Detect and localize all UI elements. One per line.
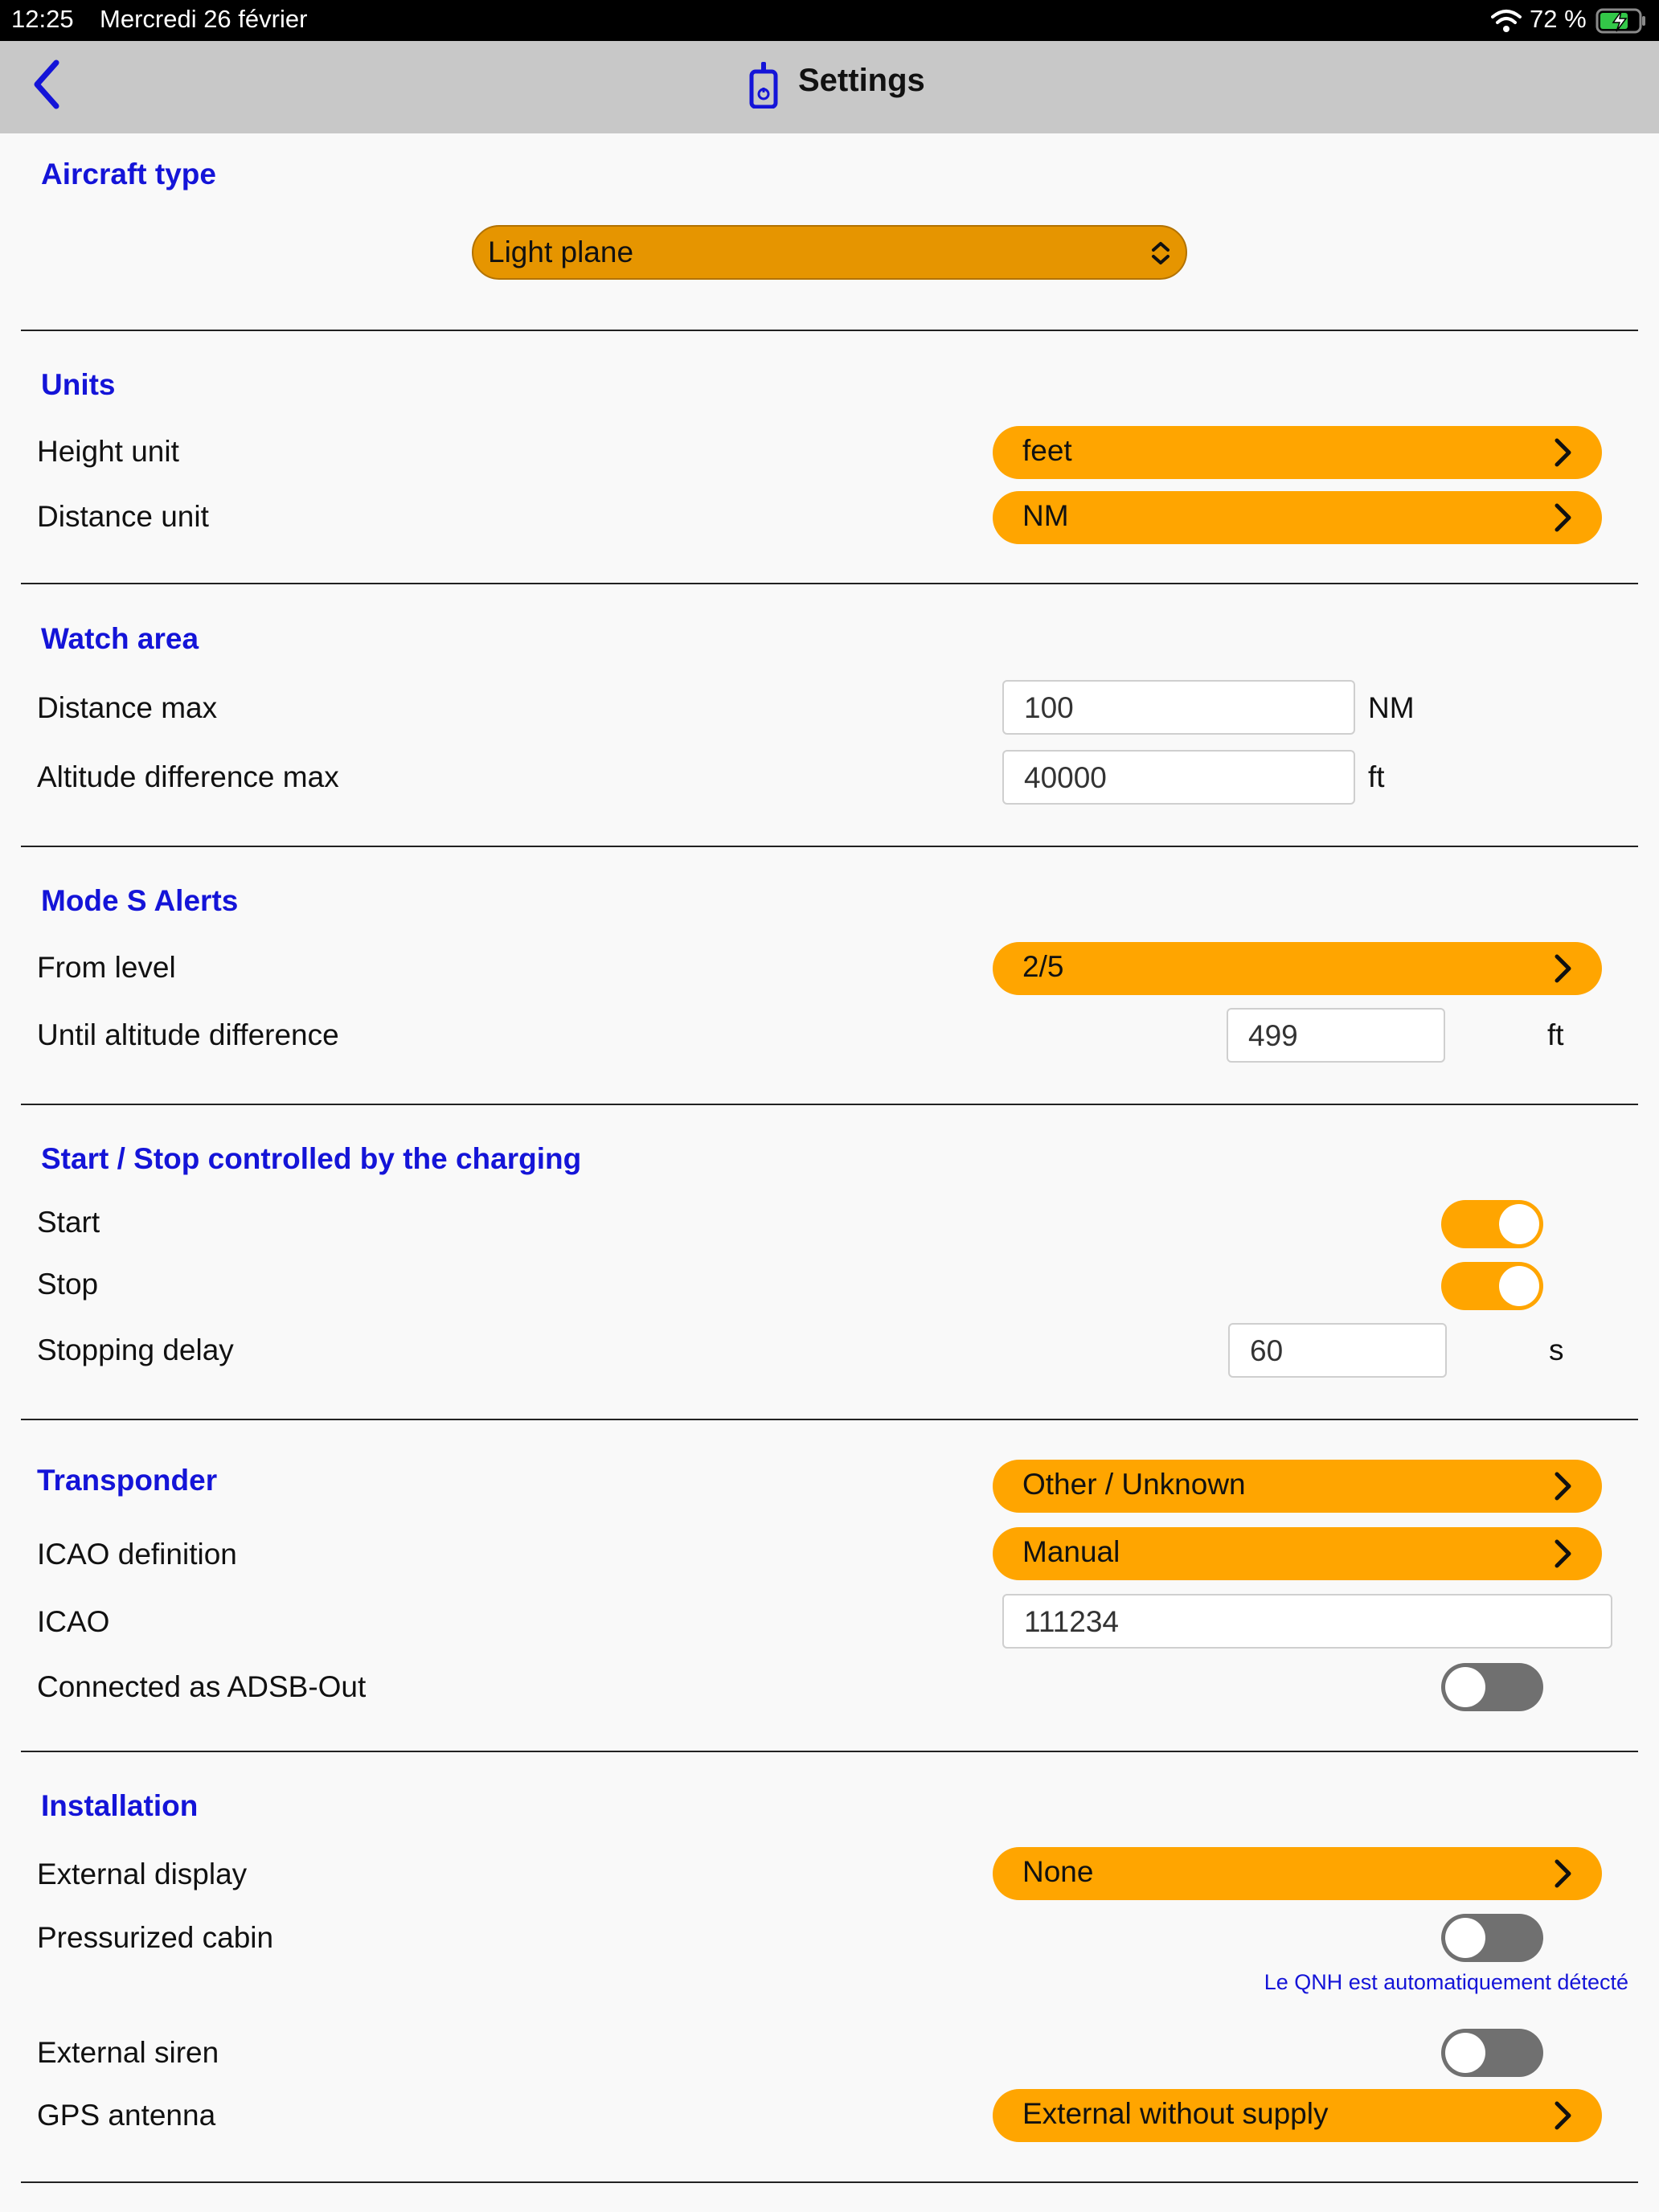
stop-label: Stop (37, 1268, 99, 1301)
section-title-charging: Start / Stop controlled by the charging (41, 1142, 582, 1175)
start-label: Start (37, 1206, 100, 1239)
icao-definition-button[interactable] (993, 1527, 1602, 1580)
divider (21, 330, 1638, 331)
transponder-value: Other / Unknown (1022, 1468, 1246, 1501)
external-display-value: None (1022, 1855, 1094, 1888)
adsb-out-label: Connected as ADSB-Out (37, 1670, 367, 1703)
distance-max-label: Distance max (37, 691, 218, 724)
from-level-value: 2/5 (1022, 950, 1064, 983)
height-unit-value: feet (1022, 434, 1072, 467)
section-title-mode-s-alerts: Mode S Alerts (41, 884, 239, 917)
altitude-difference-max-input[interactable] (1002, 750, 1355, 805)
adsb-out-toggle[interactable] (1441, 1663, 1543, 1711)
height-unit-label: Height unit (37, 435, 179, 468)
until-altitude-difference-label: Until altitude difference (37, 1018, 339, 1051)
battery-charging-icon (1596, 8, 1647, 34)
altitude-difference-max-label: Altitude difference max (37, 760, 339, 793)
distance-unit-label: Distance unit (37, 500, 209, 533)
external-siren-label: External siren (37, 2036, 219, 2069)
chevron-left-icon[interactable] (31, 59, 63, 109)
from-level-button[interactable] (993, 942, 1602, 995)
external-siren-toggle[interactable] (1441, 2029, 1543, 2077)
select-arrows-icon (1149, 240, 1173, 267)
external-display-label: External display (37, 1858, 248, 1890)
section-title-units: Units (41, 368, 116, 401)
divider (21, 583, 1638, 584)
chevron-right-icon (1547, 953, 1578, 984)
gps-antenna-button[interactable] (993, 2089, 1602, 2142)
section-title-installation: Installation (41, 1789, 199, 1822)
distance-max-value: 100 (1024, 691, 1074, 724)
battery-percent: 72 % (1530, 5, 1587, 33)
status-date: Mercredi 26 février (100, 5, 308, 33)
section-title-watch-area: Watch area (41, 622, 199, 655)
stopping-delay-input[interactable] (1228, 1323, 1447, 1378)
stop-toggle[interactable] (1441, 1262, 1543, 1310)
divider (21, 1751, 1638, 1752)
gps-antenna-value: External without supply (1022, 2097, 1329, 2130)
section-title-aircraft-type: Aircraft type (41, 158, 216, 190)
toggle-knob (1499, 1204, 1539, 1244)
altitude-difference-max-unit: ft (1368, 760, 1385, 793)
icao-definition-label: ICAO definition (37, 1538, 237, 1571)
distance-unit-value: NM (1022, 499, 1069, 532)
stopping-delay-unit: s (1549, 1333, 1564, 1366)
chevron-right-icon (1547, 1858, 1578, 1889)
page-title: Settings (798, 63, 925, 98)
chevron-right-icon (1547, 1538, 1578, 1569)
divider (21, 1104, 1638, 1105)
chevron-right-icon (1547, 1471, 1578, 1501)
divider (21, 1419, 1638, 1420)
wifi-icon (1491, 9, 1522, 33)
device-icon (748, 60, 780, 109)
qnh-note: Le QNH est automatiquement détecté (1264, 1970, 1628, 1994)
toggle-knob (1445, 1667, 1485, 1707)
until-altitude-difference-value: 499 (1248, 1019, 1298, 1052)
altitude-difference-max-value: 40000 (1024, 761, 1107, 794)
until-altitude-difference-unit: ft (1547, 1018, 1564, 1051)
stopping-delay-value: 60 (1250, 1334, 1284, 1367)
external-display-button[interactable] (993, 1847, 1602, 1900)
distance-max-unit: NM (1368, 691, 1415, 724)
distance-unit-button[interactable] (993, 491, 1602, 544)
status-bar (0, 0, 1659, 41)
stopping-delay-label: Stopping delay (37, 1333, 234, 1366)
icao-label: ICAO (37, 1605, 110, 1638)
nav-bar (0, 41, 1659, 133)
toggle-knob (1445, 1918, 1485, 1958)
pressurized-cabin-label: Pressurized cabin (37, 1921, 274, 1954)
aircraft-type-value: Light plane (488, 236, 634, 268)
icao-value: 111234 (1024, 1605, 1119, 1638)
chevron-right-icon (1547, 2100, 1578, 2131)
toggle-knob (1499, 1266, 1539, 1306)
section-title-transponder: Transponder (37, 1464, 218, 1497)
chevron-right-icon (1547, 437, 1578, 468)
distance-max-input[interactable] (1002, 680, 1355, 735)
start-toggle[interactable] (1441, 1200, 1543, 1248)
height-unit-button[interactable] (993, 426, 1602, 479)
aircraft-type-select[interactable] (472, 225, 1187, 280)
toggle-knob (1445, 2033, 1485, 2073)
divider (21, 846, 1638, 847)
chevron-right-icon (1547, 502, 1578, 533)
from-level-label: From level (37, 951, 176, 984)
status-time: 12:25 (11, 5, 74, 33)
icao-definition-value: Manual (1022, 1535, 1120, 1568)
until-altitude-difference-input[interactable] (1227, 1008, 1445, 1063)
gps-antenna-label: GPS antenna (37, 2099, 216, 2132)
icao-input[interactable] (1002, 1594, 1612, 1649)
pressurized-cabin-toggle[interactable] (1441, 1914, 1543, 1962)
divider (21, 2181, 1638, 2183)
transponder-button[interactable] (993, 1460, 1602, 1513)
